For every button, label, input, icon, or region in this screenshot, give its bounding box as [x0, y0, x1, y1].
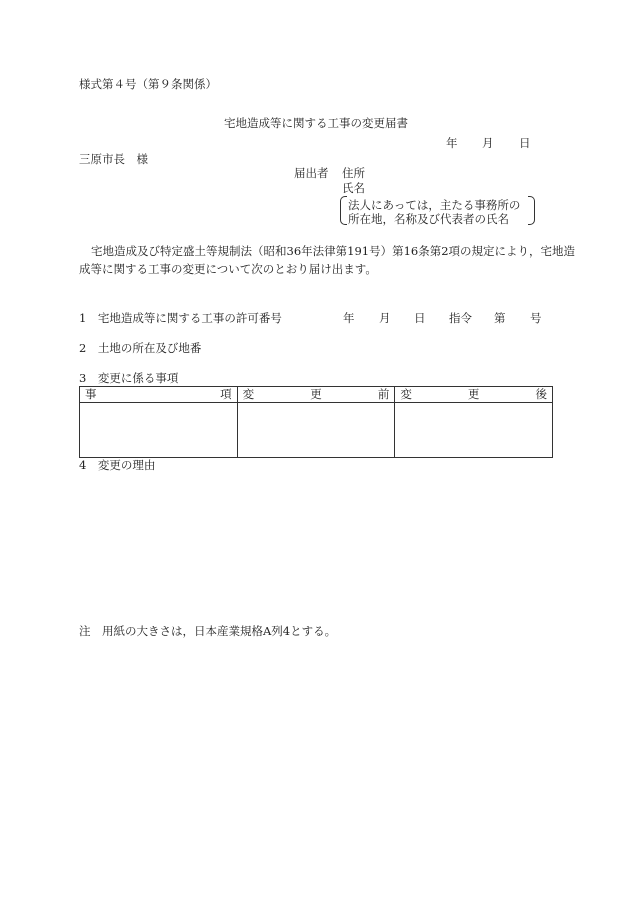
name-label: 氏名 — [342, 181, 365, 195]
before-change-cell[interactable] — [237, 403, 395, 458]
item4-label: 4 変更の理由 — [79, 458, 156, 472]
item1-day: 日 — [414, 311, 426, 325]
item1-designation: 指令 — [449, 311, 472, 325]
corporate-note-line2: 所在地，名称及び代表者の氏名 — [348, 212, 509, 226]
corporate-note-line1: 法人にあっては，主たる事務所の — [348, 198, 521, 212]
date-year-label: 年 — [446, 136, 458, 150]
item1-label: 1 宅地造成等に関する工事の許可番号 — [79, 311, 282, 325]
paper-size-note: 注 用紙の大きさは，日本産業規格A列4とする。 — [79, 624, 337, 638]
column-header-before: 変 更 前 — [237, 387, 395, 403]
right-bracket — [528, 196, 535, 225]
body-text-line1: 宅地造成及び特定盛土等規制法（昭和36年法律第191号）第16条第2項の規定により，宅地造 — [91, 244, 576, 258]
item3-label: 3 変更に係る事項 — [79, 371, 179, 385]
left-bracket — [340, 196, 347, 225]
item-cell[interactable] — [80, 403, 238, 458]
item1-dai: 第 — [494, 311, 506, 325]
item2-label: 2 土地の所在及び地番 — [79, 341, 202, 355]
item1-gou: 号 — [530, 311, 542, 325]
item1-year: 年 — [343, 311, 355, 325]
body-text-line2: 成等に関する工事の変更について次のとおり届け出ます。 — [79, 262, 377, 276]
after-change-cell[interactable] — [395, 403, 553, 458]
addressee: 三原市長 様 — [79, 152, 148, 166]
notifier-label: 届出者 — [294, 166, 329, 180]
form-number: 様式第４号（第９条関係） — [79, 77, 217, 91]
address-label: 住所 — [342, 166, 365, 180]
column-header-after: 変 更 後 — [395, 387, 553, 403]
corporate-note-bracket — [340, 196, 535, 224]
item1-month: 月 — [379, 311, 391, 325]
date-day-label: 日 — [519, 136, 531, 150]
page-title: 宅地造成等に関する工事の変更届書 — [224, 116, 408, 130]
date-month-label: 月 — [482, 136, 494, 150]
column-header-item: 事 項 — [80, 387, 238, 403]
changes-table — [79, 386, 553, 458]
